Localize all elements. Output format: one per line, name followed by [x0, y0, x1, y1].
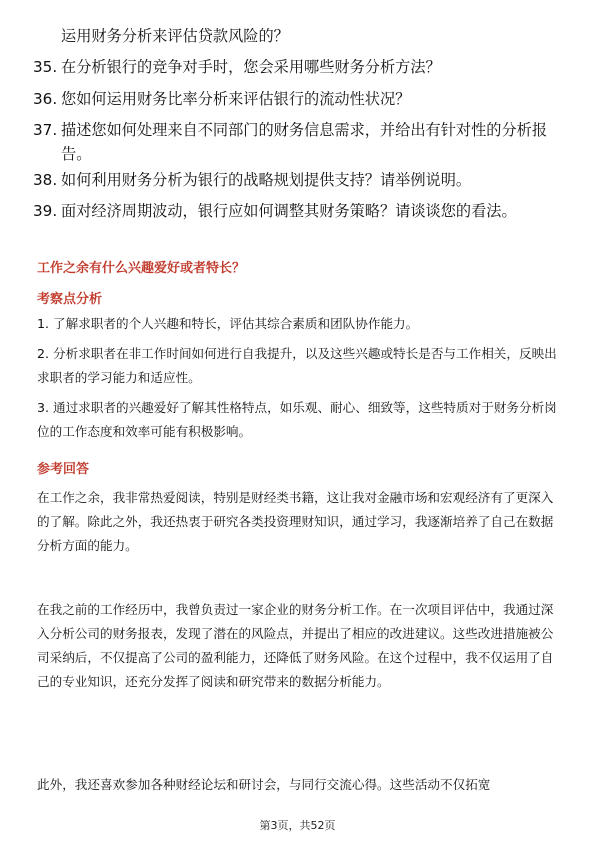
question-text: 您如何运用财务比率分析来评估银行的流动性状况？ [61, 90, 411, 108]
question-text: 面对经济周期波动，银行应如何调整其财务策略？请谈谈您的看法。 [61, 202, 517, 220]
question-number: 39. [33, 202, 58, 220]
question-item [33, 87, 563, 111]
question-number: 36. [33, 90, 58, 108]
section-title: 工作之余有什么兴趣爱好或者特长？ [37, 261, 246, 276]
question-number: 35. [33, 58, 58, 76]
question-list [33, 24, 563, 48]
question-item [33, 168, 563, 192]
analysis-point: 1. 了解求职者的个人兴趣和特长，评估其综合素质和团队协作能力。 [37, 316, 419, 331]
analysis-point: 2. 分析求职者在非工作时间如何进行自我提升，以及这些兴趣或特长是否与工作相关，反映出求职者的学习能力和适应性。 [37, 346, 557, 385]
question-text: 运用财务分析来评估贷款风险的？ [61, 27, 289, 45]
question-text: 在分析银行的竞争对手时，您会采用哪些财务分析方法？ [61, 58, 441, 76]
question-number: 37. [33, 121, 58, 139]
question-list [33, 87, 563, 111]
question-item [33, 55, 563, 79]
analysis-title: 考察点分析 [37, 292, 103, 307]
answer-paragraph: 此外，我还喜欢参加各种财经论坛和研讨会，与同行交流心得。这些活动不仅拓宽 [37, 777, 491, 792]
page-number: 第3页，共52页 [259, 819, 336, 832]
analysis-point: 3. 通过求职者的兴趣爱好了解其性格特点，如乐观、耐心、细致等，这些特质对于财务分析岗位的工作态度和效率可能有积极影响。 [37, 400, 557, 439]
answer-paragraph: 在工作之余，我非常热爱阅读，特别是财经类书籍，这让我对金融市场和宏观经济有了更深入的了解。除此之外，我还热衷于研究各类投资理财知识，通过学习，我逐渐培养了自己在数据分析方面的能力。 [37, 490, 554, 553]
question-item [33, 118, 563, 166]
answer-paragraph: 在我之前的工作经历中，我曾负责过一家企业的财务分析工作。在一次项目评估中，我通过深入分析公司的财务报表，发现了潜在的风险点，并提出了相应的改进建议。这些改进措施被公司采纳后，不仅提高了公司的盈利能力，还降低了财务风险。在这个过程中，我不仅运用了自己的专业知识，还充分发挥了阅读和研究带来的数据分析能力。 [37, 602, 554, 689]
answer-title: 参考回答 [37, 462, 90, 477]
question-text: 如何利用财务分析为银行的战略规划提供支持？请举例说明。 [61, 171, 472, 189]
question-list [33, 118, 563, 166]
question-item [33, 199, 563, 223]
question-list [33, 199, 563, 223]
question-item [33, 24, 563, 48]
question-list [33, 168, 563, 192]
question-list [33, 55, 563, 79]
question-number: 38. [33, 171, 58, 189]
question-text: 描述您如何处理来自不同部门的财务信息需求，并给出有针对性的分析报告。 [61, 121, 547, 163]
